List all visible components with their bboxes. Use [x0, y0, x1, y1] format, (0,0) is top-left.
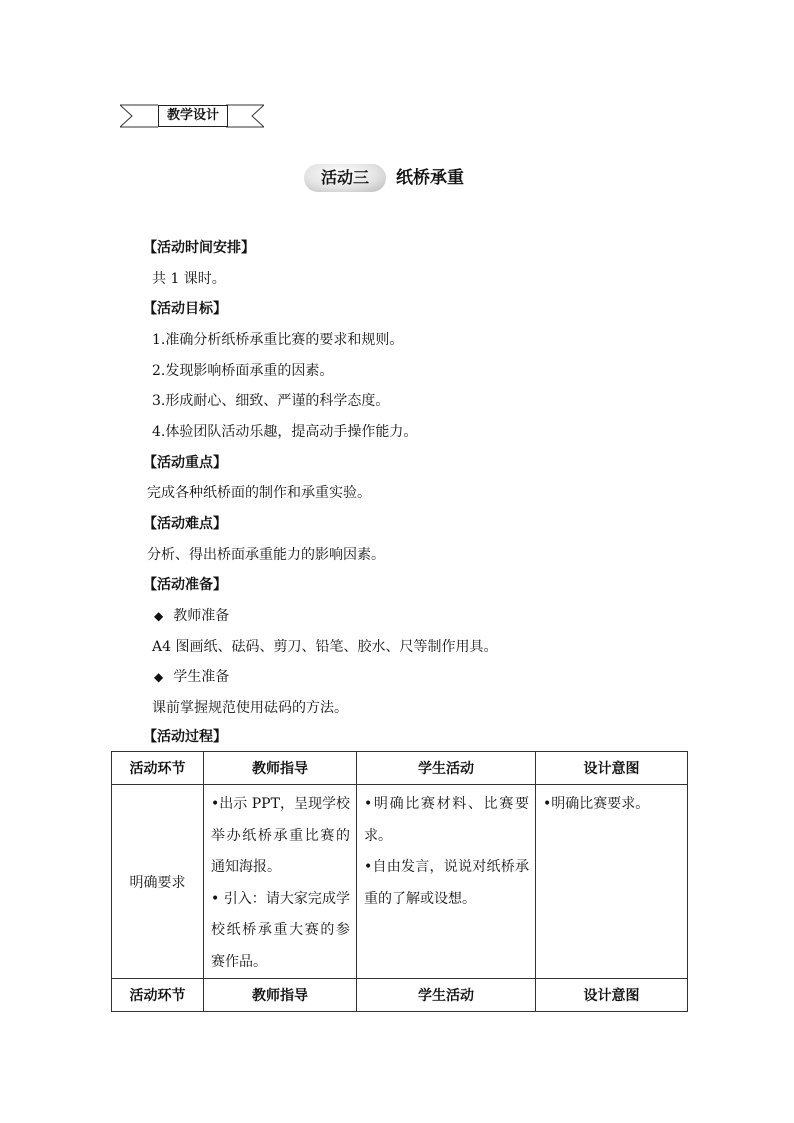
footer-header-teacher: 教师指导 — [204, 979, 357, 1012]
table-header-row — [112, 752, 688, 785]
goal-item: 1.准确分析纸桥承重比赛的要求和规则。 — [152, 332, 404, 348]
header-stage: 活动环节 — [112, 752, 204, 785]
student-prep — [154, 667, 229, 687]
goals-heading: 【活动目标】 — [143, 301, 227, 317]
intent-cell — [536, 785, 688, 979]
title-pill: 活动三 — [304, 164, 386, 192]
goal-item: 2.发现影响桥面承重的因素。 — [152, 363, 334, 379]
section-banner — [120, 103, 264, 129]
difficulty-text: 分析、得出桥面承重能力的影响因素。 — [147, 547, 385, 563]
title-text: 纸桥承重 — [396, 168, 464, 188]
student-point: •明确比赛材料、比赛要求。 — [364, 796, 529, 844]
key-heading: 【活动重点】 — [143, 455, 227, 471]
student-prep-label: 学生准备 — [173, 669, 230, 685]
footer-header-intent: 设计意图 — [536, 979, 688, 1012]
header-student: 学生活动 — [357, 752, 536, 785]
banner-label: 教学设计 — [158, 105, 228, 127]
teacher-cell — [204, 785, 357, 979]
prep-heading: 【活动准备】 — [143, 577, 227, 593]
teacher-prep-label: 教师准备 — [173, 608, 230, 624]
diamond-bullet-icon: ◆ — [154, 670, 164, 684]
student-cell — [357, 785, 536, 979]
goal-item: 3.形成耐心、细致、严谨的科学态度。 — [152, 393, 390, 409]
header-intent: 设计意图 — [536, 752, 688, 785]
process-heading: 【活动过程】 — [143, 729, 227, 745]
diamond-bullet-icon: ◆ — [154, 609, 164, 623]
footer-header-student: 学生活动 — [357, 979, 536, 1012]
teacher-point: •出示 PPT，呈现学校举办纸桥承重比赛的通知海报。 — [211, 796, 350, 875]
table-footer-header-row — [112, 979, 688, 1012]
goal-item: 4.体验团队活动乐趣，提高动手操作能力。 — [152, 424, 418, 440]
teacher-point: • 引入：请大家完成学校纸桥承重大赛的参赛作品。 — [211, 890, 350, 970]
header-teacher: 教师指导 — [204, 752, 357, 785]
key-text: 完成各种纸桥面的制作和承重实验。 — [147, 485, 371, 501]
difficulty-heading: 【活动难点】 — [143, 516, 227, 532]
teacher-prep — [154, 606, 229, 626]
time-heading: 【活动时间安排】 — [143, 240, 255, 256]
stage-cell: 明确要求 — [112, 785, 204, 979]
footer-header-stage: 活动环节 — [112, 979, 204, 1012]
teacher-prep-text: A4 图画纸、砝码、剪刀、铅笔、胶水、尺等制作用具。 — [152, 639, 498, 655]
student-prep-text: 课前掌握规范使用砝码的方法。 — [152, 700, 348, 716]
student-point: •自由发言，说说对纸桥承重的了解或设想。 — [364, 859, 529, 907]
process-table — [111, 751, 688, 1012]
intent-point: •明确比赛要求。 — [543, 796, 650, 812]
table-row — [112, 785, 688, 979]
time-text: 共 1 课时。 — [152, 271, 226, 287]
